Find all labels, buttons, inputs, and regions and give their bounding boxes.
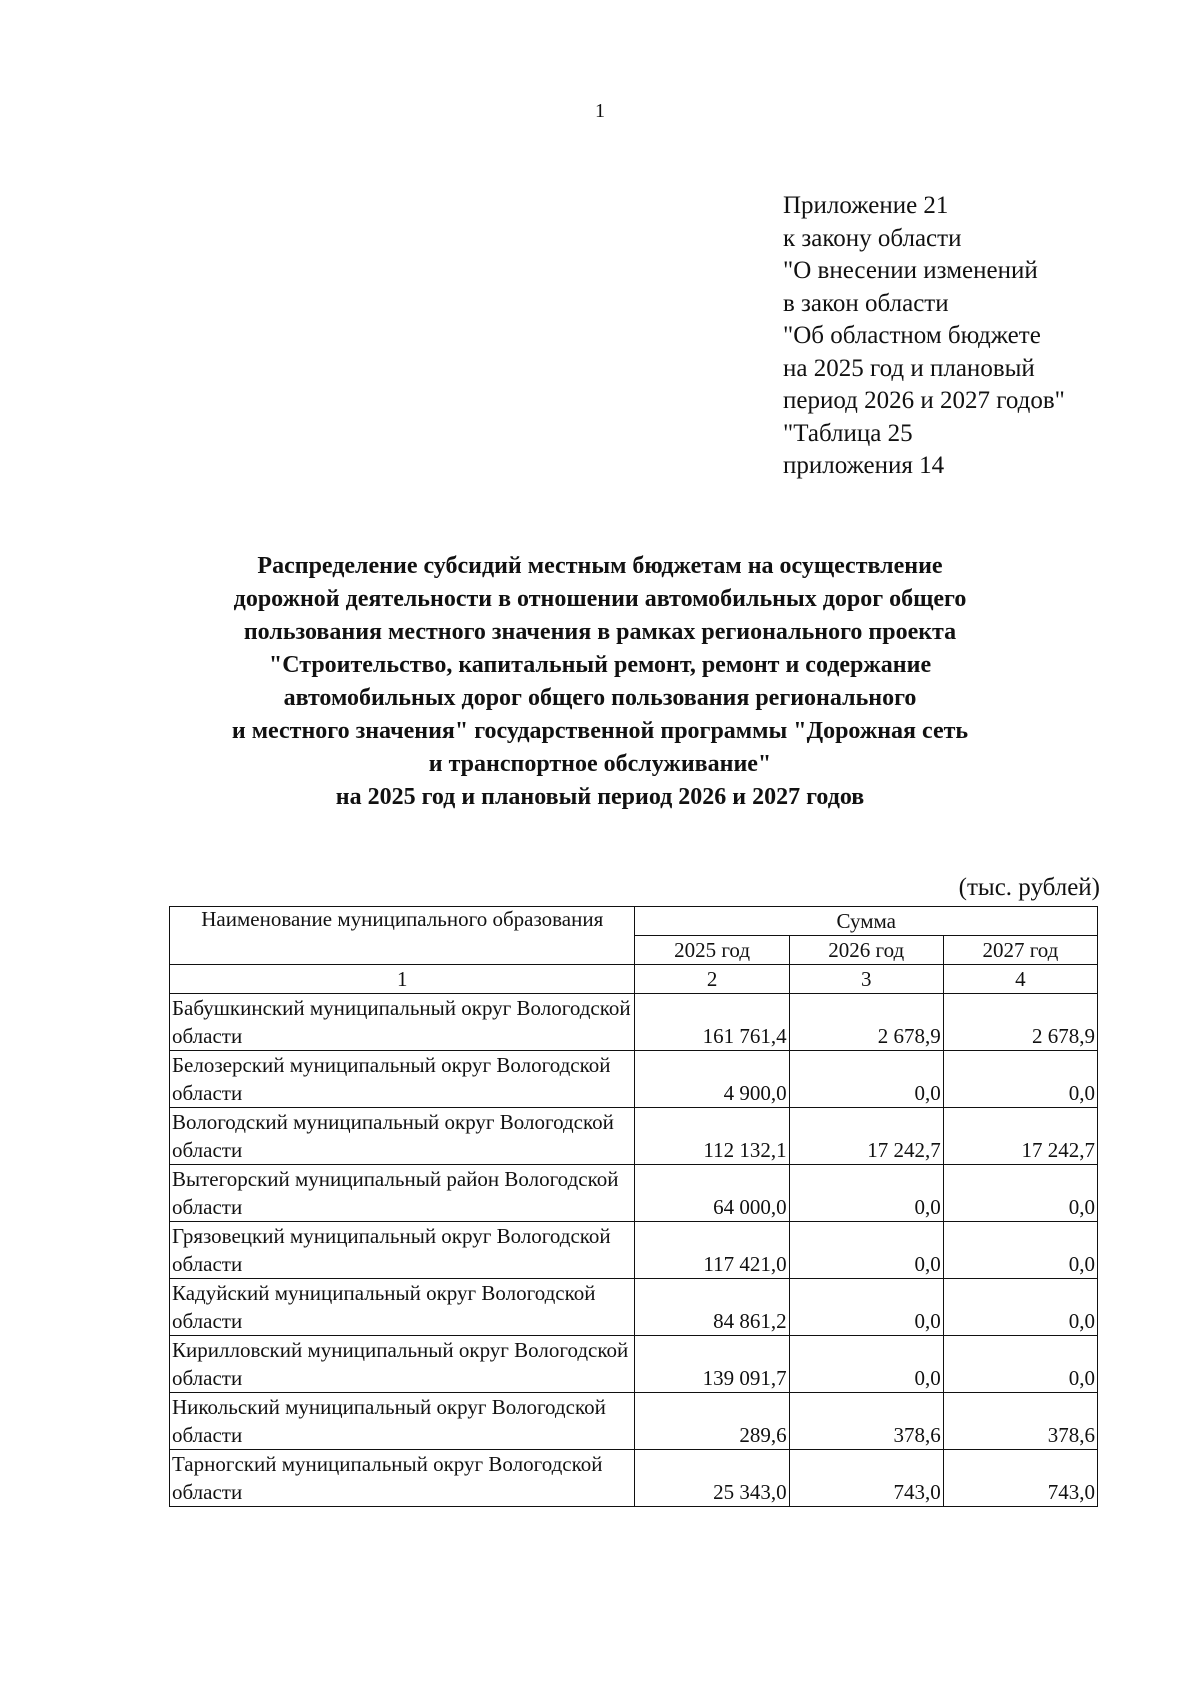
header-year-2025: 2025 год <box>635 936 789 965</box>
title-line: и местного значения" государственной программы "Дорожная сеть <box>231 718 969 744</box>
table-row <box>170 1279 1098 1336</box>
title-line: дорожной деятельности в отношении автомобильных дорог общего <box>233 586 967 612</box>
appendix-line: "Об областном бюджете <box>783 322 1041 349</box>
appendix-line: на 2025 год и плановый <box>783 354 1035 382</box>
title-line: Распределение субсидий местным бюджетам на осуществление <box>257 553 943 579</box>
municipality-name: Белозерский муниципальный округ Вологодской области <box>170 1051 635 1108</box>
appendix-line: в закон области <box>783 289 949 317</box>
municipality-name: Бабушкинский муниципальный округ Вологодской области <box>170 994 635 1051</box>
appendix-line: приложения 14 <box>783 452 945 479</box>
amount-2026: 378,6 <box>789 1393 943 1450</box>
header-year-2026: 2026 год <box>789 936 943 965</box>
amount-2026: 0,0 <box>789 1165 943 1222</box>
appendix-line: период 2026 и 2027 годов" <box>783 387 1065 414</box>
header-municipality: Наименование муниципального образования <box>170 907 635 965</box>
municipality-name: Вологодский муниципальный округ Вологодской области <box>170 1108 635 1165</box>
municipality-name: Никольский муниципальный округ Вологодской области <box>170 1393 635 1450</box>
title-line: автомобильных дорог общего пользования регионального <box>283 685 917 711</box>
units-label: (тыс. рублей) <box>958 874 1100 901</box>
appendix-line: к закону области <box>783 224 962 252</box>
amount-2026: 17 242,7 <box>789 1108 943 1165</box>
table-row <box>170 1108 1098 1165</box>
amount-2027: 17 242,7 <box>943 1108 1097 1165</box>
table-row <box>170 1165 1098 1222</box>
amount-2026: 0,0 <box>789 1336 943 1393</box>
amount-2025: 161 761,4 <box>635 994 789 1051</box>
document-title <box>150 550 1050 814</box>
page-number: 1 <box>595 100 605 122</box>
amount-2025: 84 861,2 <box>635 1279 789 1336</box>
amount-2026: 2 678,9 <box>789 994 943 1051</box>
table-row <box>170 1051 1098 1108</box>
table-row <box>170 1393 1098 1450</box>
amount-2027: 2 678,9 <box>943 994 1097 1051</box>
municipality-name: Кирилловский муниципальный округ Вологодской области <box>170 1336 635 1393</box>
amount-2027: 0,0 <box>943 1165 1097 1222</box>
amount-2025: 64 000,0 <box>635 1165 789 1222</box>
amount-2027: 0,0 <box>943 1336 1097 1393</box>
header-sum: Сумма <box>635 907 1098 936</box>
table-row <box>170 994 1098 1051</box>
subsidy-table <box>169 906 1098 1507</box>
appendix-line: Приложение 21 <box>783 192 949 219</box>
amount-2026: 743,0 <box>789 1450 943 1507</box>
amount-2025: 289,6 <box>635 1393 789 1450</box>
column-number: 2 <box>635 965 789 994</box>
amount-2026: 0,0 <box>789 1279 943 1336</box>
header-year-2027: 2027 год <box>943 936 1097 965</box>
amount-2027: 378,6 <box>943 1393 1097 1450</box>
amount-2025: 117 421,0 <box>635 1222 789 1279</box>
appendix-line: "Таблица 25 <box>783 419 913 447</box>
municipality-name: Грязовецкий муниципальный округ Вологодской области <box>170 1222 635 1279</box>
amount-2025: 112 132,1 <box>635 1108 789 1165</box>
table-row <box>170 1450 1098 1507</box>
title-line: на 2025 год и плановый период 2026 и 2027 годов <box>335 784 865 810</box>
title-line: и транспортное обслуживание" <box>428 751 772 777</box>
amount-2025: 139 091,7 <box>635 1336 789 1393</box>
municipality-name: Тарногский муниципальный округ Вологодской области <box>170 1450 635 1507</box>
municipality-name: Кадуйский муниципальный округ Вологодской области <box>170 1279 635 1336</box>
column-number: 3 <box>789 965 943 994</box>
amount-2027: 0,0 <box>943 1222 1097 1279</box>
amount-2025: 25 343,0 <box>635 1450 789 1507</box>
amount-2027: 0,0 <box>943 1051 1097 1108</box>
table-row <box>170 1336 1098 1393</box>
appendix-reference <box>783 190 1065 483</box>
amount-2026: 0,0 <box>789 1222 943 1279</box>
column-number: 1 <box>170 965 635 994</box>
title-line: "Строительство, капитальный ремонт, ремонт и содержание <box>268 652 932 678</box>
amount-2027: 0,0 <box>943 1279 1097 1336</box>
appendix-line: "О внесении изменений <box>783 257 1038 284</box>
amount-2027: 743,0 <box>943 1450 1097 1507</box>
amount-2026: 0,0 <box>789 1051 943 1108</box>
column-number: 4 <box>943 965 1097 994</box>
title-line: пользования местного значения в рамках регионального проекта <box>243 619 957 645</box>
table-row <box>170 1222 1098 1279</box>
amount-2025: 4 900,0 <box>635 1051 789 1108</box>
municipality-name: Вытегорский муниципальный район Вологодской области <box>170 1165 635 1222</box>
